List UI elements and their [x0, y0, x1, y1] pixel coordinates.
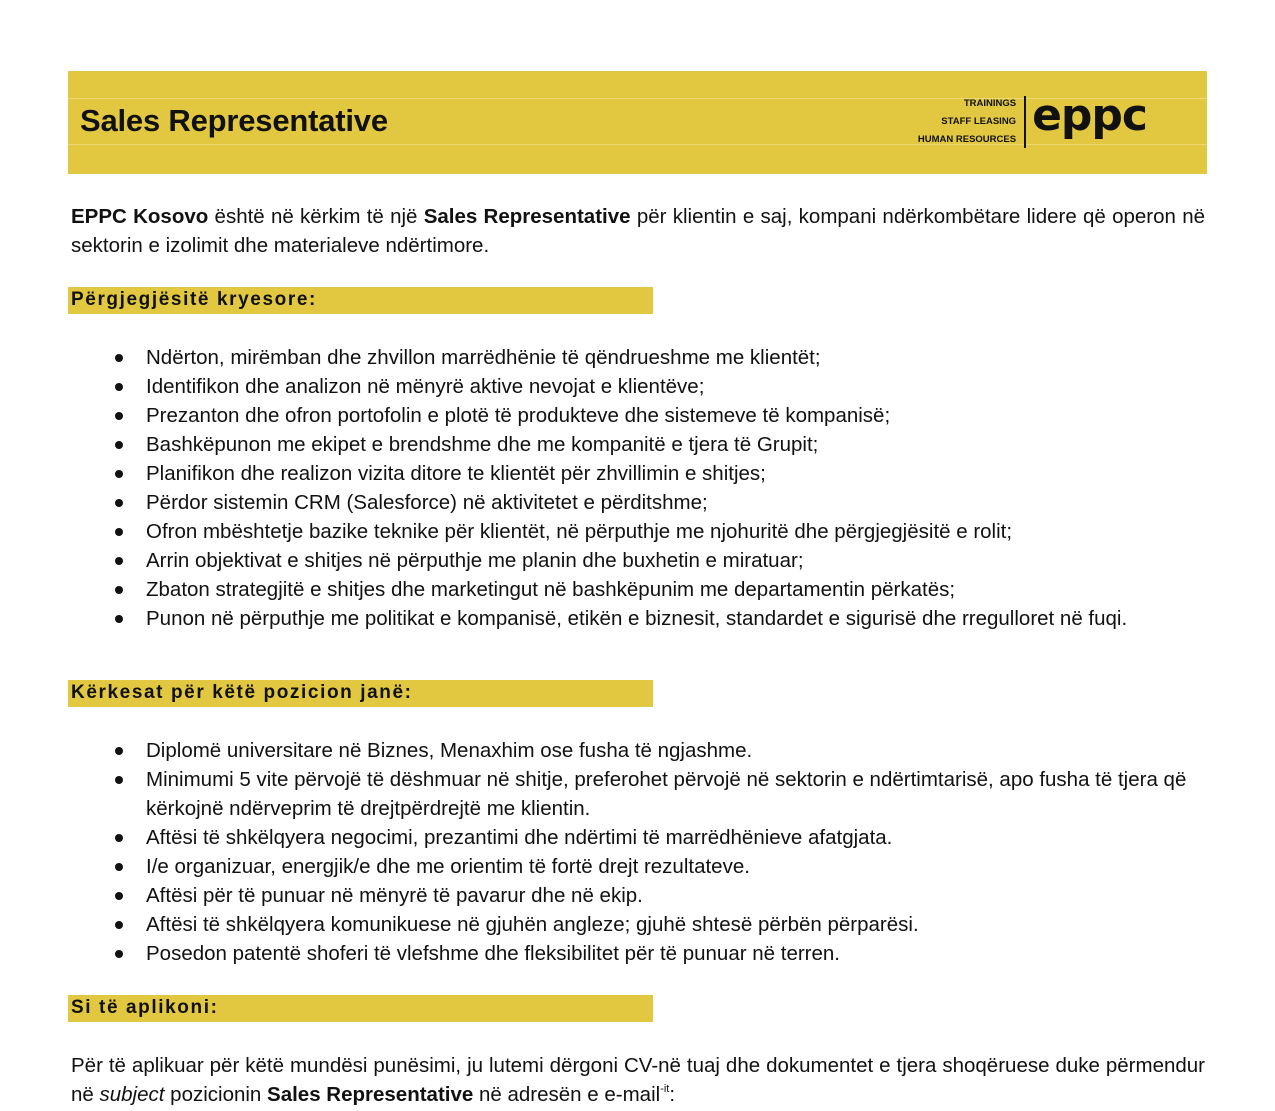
bullet-icon [115, 615, 123, 623]
superscript-suffix: -it [660, 1083, 670, 1095]
responsibilities-list [0, 343, 1205, 633]
section-heading-apply [68, 995, 653, 1022]
intro-text: për klientin e saj, kompani ndërkombëtare lidere që operon në sektorin e izolimit dhe materialeve ndërtimore. [71, 205, 1205, 257]
list-item [0, 852, 1205, 881]
eppc-logo [917, 90, 1147, 148]
list-item [0, 736, 1205, 765]
list-item [0, 910, 1205, 939]
list-item-text: Zbaton strategjitë e shitjes dhe marketingut në bashkëpunim me departamentin përkatës; [146, 578, 956, 601]
section-heading-requirements [68, 680, 653, 707]
requirements-list [0, 736, 1205, 968]
list-item [0, 823, 1205, 852]
section-heading-text: Përgjegjësitë kryesore: [71, 289, 317, 310]
company-name: EPPC Kosovo [71, 205, 209, 228]
logo-wordmark: eppc [1032, 90, 1147, 141]
section-heading-text: Si të aplikoni: [71, 997, 219, 1018]
list-item-text: Arrin objektivat e shitjes në përputhje me planin dhe buxhetin e miratuar; [146, 549, 804, 572]
bullet-icon [115, 747, 123, 755]
list-item-text: Aftësi të shkëlqyera komunikuese në gjuhën angleze; gjuhë shtesë përbën përparësi. [146, 913, 919, 936]
subject-word: subject [99, 1083, 165, 1106]
list-item-text: Planifikon dhe realizon vizita ditore te klientët për zhvillimin e shitjes; [146, 462, 766, 485]
bullet-icon [115, 528, 123, 536]
list-item-text: I/e organizuar, energjik/e dhe me orientim të fortë drejt rezultateve. [146, 855, 750, 878]
bullet-icon [115, 586, 123, 594]
page-title: Sales Representative [80, 103, 388, 138]
logo-tagline: STAFF LEASING [941, 116, 1017, 127]
apply-text: në adresën e e-mail [473, 1083, 661, 1106]
list-item-text: Aftësi për të punuar në mënyrë të pavarur dhe në ekip. [146, 884, 643, 907]
list-item-text: Minimumi 5 vite përvojë të dëshmuar në shitje, preferohet përvojë në sektorin e ndërtimtarisë, apo fusha të tjera që kërkojnë ndërveprim të drejtpërdrejtë me klientin. [146, 768, 1187, 820]
position-name: Sales Representative [267, 1083, 474, 1106]
bullet-icon [115, 470, 123, 478]
list-item [0, 575, 1205, 604]
list-item-text: Aftësi të shkëlqyera negocimi, prezantimi dhe ndërtimi të marrëdhënieve afatgjata. [146, 826, 893, 849]
header-band [68, 71, 1207, 174]
bullet-icon [115, 921, 123, 929]
list-item [0, 343, 1205, 372]
list-item-text: Identifikon dhe analizon në mënyrë aktive nevojat e klientëve; [146, 375, 705, 398]
section-heading-text: Kërkesat për këtë pozicion janë: [71, 682, 413, 703]
list-item-text: Ndërton, mirëmban dhe zhvillon marrëdhënie të qëndrueshme me klientët; [146, 346, 821, 369]
bullet-icon [115, 354, 123, 362]
bullet-icon [115, 499, 123, 507]
bullet-icon [115, 383, 123, 391]
list-item [0, 517, 1205, 546]
list-item [0, 401, 1205, 430]
list-item [0, 459, 1205, 488]
list-item [0, 488, 1205, 517]
bullet-icon [115, 412, 123, 420]
list-item [0, 604, 1205, 633]
list-item [0, 372, 1205, 401]
list-item [0, 881, 1205, 910]
position-name: Sales Representative [423, 205, 631, 228]
intro-paragraph [71, 202, 1205, 260]
apply-text: : [669, 1083, 676, 1106]
bullet-icon [115, 892, 123, 900]
bullet-icon [115, 863, 123, 871]
list-item [0, 765, 1205, 823]
list-item-text: Prezanton dhe ofron portofolin e plotë të produkteve dhe sistemeve të kompanisë; [146, 404, 891, 427]
logo-tagline: TRAININGS [963, 98, 1017, 109]
list-item-text: Bashkëpunon me ekipet e brendshme dhe me kompanitë e tjera të Grupit; [146, 433, 819, 456]
list-item-text: Përdor sistemin CRM (Salesforce) në aktivitetet e përditshme; [146, 491, 708, 514]
intro-text: është në kërkim të një [208, 205, 424, 228]
list-item [0, 546, 1205, 575]
apply-text: pozicionin [164, 1083, 268, 1106]
logo-tagline: HUMAN RESOURCES [917, 134, 1017, 145]
apply-text: Për të aplikuar për këtë mundësi punësimi, ju lutemi dërgoni CV-në tuaj dhe dokumentet e tjera shoqëruese duke përmendur në [71, 1054, 1205, 1106]
bullet-icon [115, 834, 123, 842]
list-item-text: Posedon patentë shoferi të vlefshme dhe fleksibilitet për të punuar në terren. [146, 942, 841, 965]
bullet-icon [115, 557, 123, 565]
list-item [0, 939, 1205, 968]
list-item-text: Punon në përputhje me politikat e kompanisë, etikën e biznesit, standardet e sigurisë dhe rregulloret në fuqi. [146, 607, 1128, 630]
apply-paragraph [71, 1051, 1205, 1109]
list-item-text: Ofron mbështetje bazike teknike për klientët, në përputhje me njohuritë dhe përgjegjësitë e rolit; [146, 520, 1013, 543]
section-heading-responsibilities [68, 287, 653, 314]
logo-taglines [918, 96, 1024, 148]
bullet-icon [115, 950, 123, 958]
bullet-icon [115, 776, 123, 784]
bullet-icon [115, 441, 123, 449]
list-item-text: Diplomë universitare në Biznes, Menaxhim ose fusha të ngjashme. [146, 739, 753, 762]
list-item [0, 430, 1205, 459]
